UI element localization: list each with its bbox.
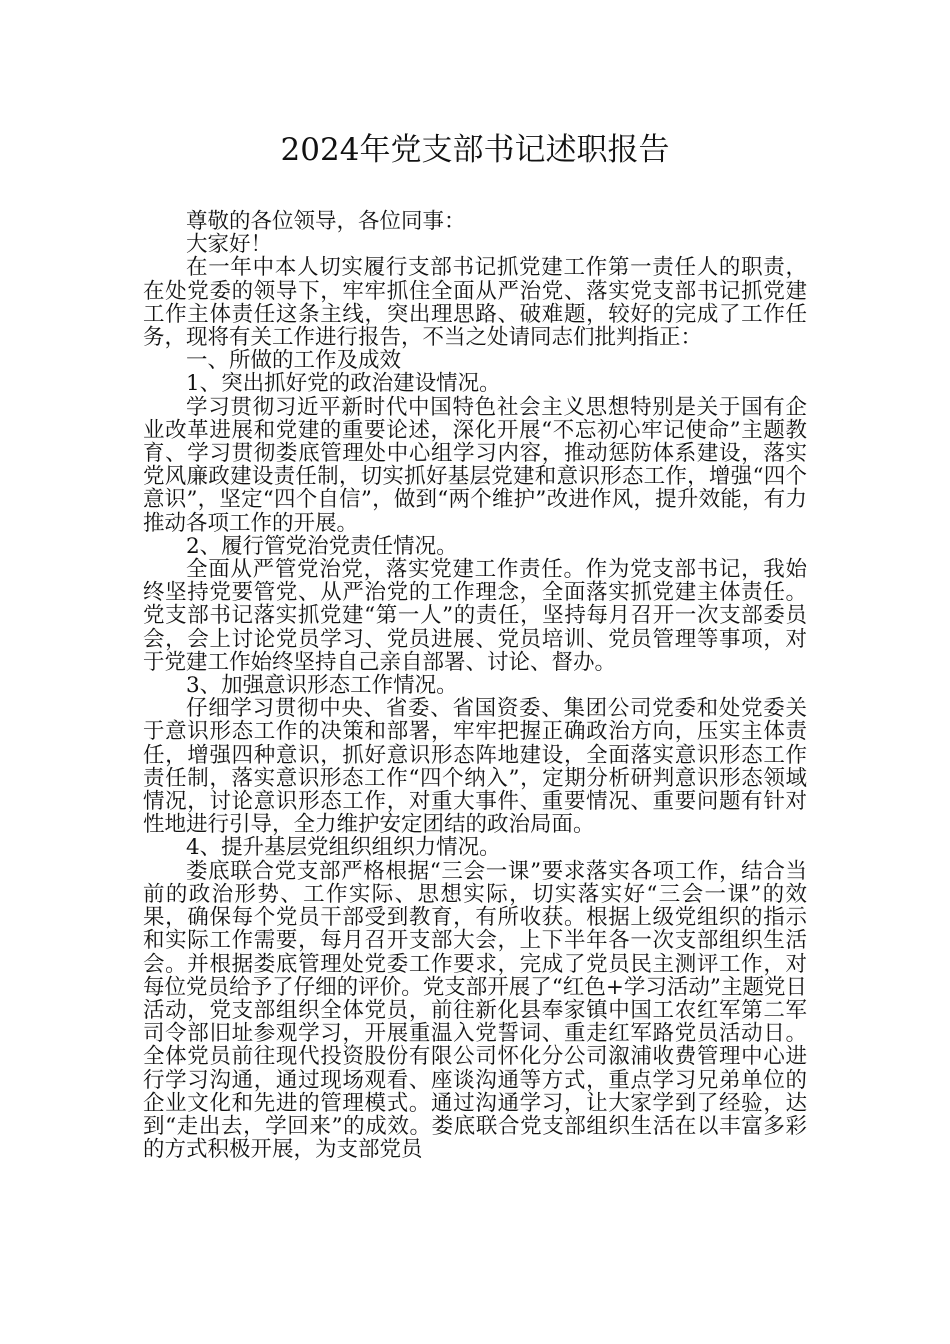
paragraph-political-building: 学习贯彻习近平新时代中国特色社会主义思想特别是关于国有企业改革进展和党建的重要论述，深化开展“不忘初心牢记使命”主题教育、学习贯彻娄底管理处中心组学习内容，推动惩防体系建设，落实党风廉政建设责任制，切实抓好基层党建和意识形态工作，增强“四个意识”，坚定“四个自信”，做到“两个维护”改进作风，提升效能，有力推动各项工作的开展。 — [143, 394, 807, 536]
paragraph-ideology-work: 仔细学习贯彻中央、省委、省国资委、集团公司党委和处党委关于意识形态工作的决策和部署，牢牢把握正确政治方向，压实主体责任，增强四种意识，抓好意识形态阵地建设，全面落实意识形态工作责任制，落实意识形态工作“四个纳入”，定期分析研判意识形态领域情况，讨论意识形态工作，对重大事件、重要情况、重要问题有针对性地进行引导，全力维护安定团结的政治局面。 — [143, 696, 807, 838]
intro-paragraph: 在一年中本人切实履行支部书记抓党建工作第一责任人的职责，在处党委的领导下，牢牢抓住全面从严治党、落实党支部书记抓党建工作主体责任这条主线，突出理思路、破难题，较好的完成了工作任务，现将有关工作进行报告，不当之处请同志们批判指正： — [143, 255, 807, 351]
salutation: 尊敬的各位领导，各位同事： — [186, 209, 466, 234]
paragraph-organization-strength: 娄底联合党支部严格根据“三会一课”要求落实各项工作，结合当前的政治形势、工作实际、思想实际，切实落实好“三会一课”的效果，确保每个党员干部受到教育，有所收获。根据上级党组织的指示和实际工作需要，每月召开支部大会，上下半年各一次支部组织生活会。并根据娄底管理处党委工作要求，完成了党员民主测评工作，对每位党员给予了仔细的评价。党支部开展了“红色+学习活动”主题党日活动，党支部组织全体党员，前往新化县奉家镇中国工农红军第二军司令部旧址参观学习，开展重温入党誓词、重走红军路党员活动日。全体党员前往现代投资股份有限公司怀化分公司溆浦收费管理中心进行学习沟通，通过现场观看、座谈沟通等方式，重点学习兄弟单位的企业文化和先进的管理模式。通过沟通学习，让大家学到了经验，达到“走出去，学回来”的成效。娄底联合党支部组织生活在以丰富多彩的方式积极开展，为支部党员 — [143, 858, 807, 1163]
document-title: 2024年党支部书记述职报告 — [280, 132, 670, 168]
subheading-organization-strength: 4、提升基层党组织组织力情况。 — [186, 835, 501, 861]
document-page — [143, 128, 807, 1161]
paragraph-party-responsibility: 全面从严管党治党，落实党建工作责任。作为党支部书记，我始终坚持党要管党、从严治党的工作理念，全面落实抓党建主体责任。党支部书记落实抓党建“第一人”的责任，坚持每月召开一次支部委员会，会上讨论党员学习、党员进展、党员培训、党员管理等事项，对于党建工作始终坚持自己亲自部署、讨论、督办。 — [143, 557, 807, 675]
subheading-ideology-work: 3、加强意识形态工作情况。 — [186, 673, 458, 699]
subheading-party-responsibility: 2、履行管党治党责任情况。 — [186, 533, 458, 559]
greeting: 大家好！ — [186, 232, 273, 258]
subheading-political-building: 1、突出抓好党的政治建设情况。 — [186, 371, 501, 397]
section-heading-work-results: 一、所做的工作及成效 — [186, 348, 402, 374]
